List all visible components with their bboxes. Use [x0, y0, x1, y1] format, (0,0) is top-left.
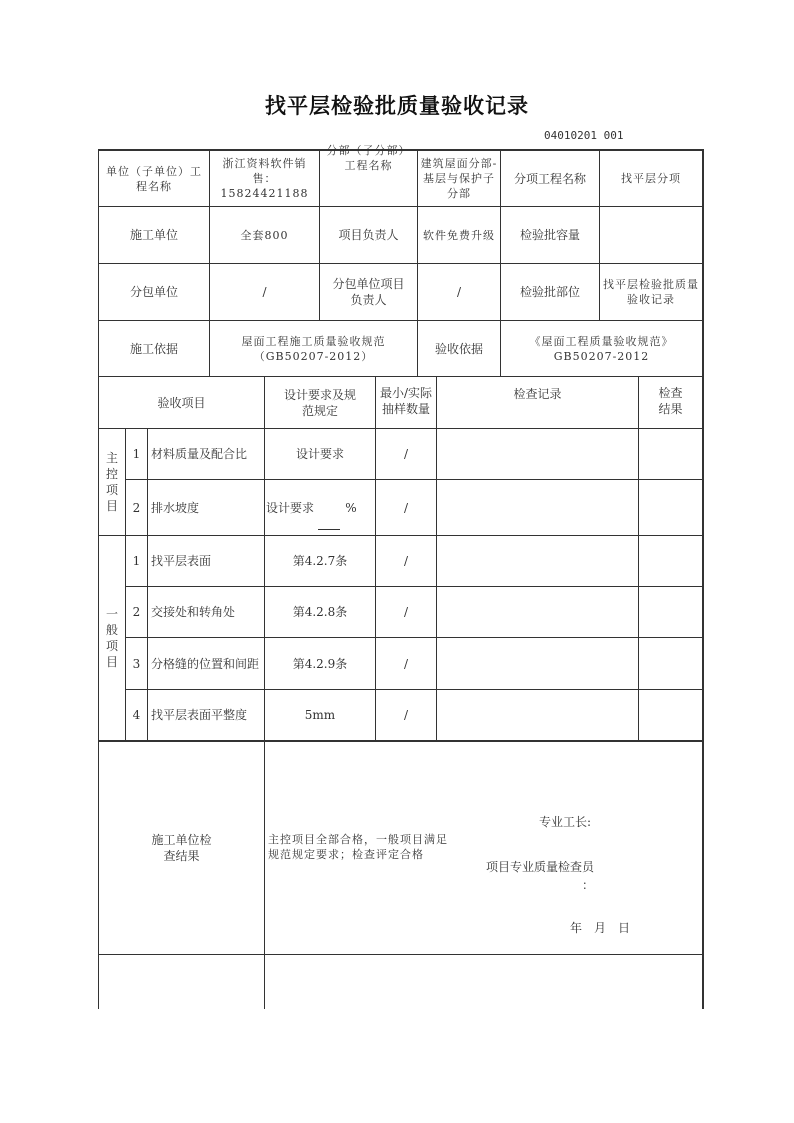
item-name: 分格缝的位置和间距: [151, 656, 260, 671]
item-sample: /: [403, 656, 409, 671]
item-number: 2: [132, 500, 141, 515]
item-design: 第4.2.7条: [292, 554, 348, 568]
division-value: 建筑屋面分部-基层与保护子分部: [420, 157, 498, 200]
col-design: 设计要求及规范规定: [283, 387, 356, 418]
contractor-value: 全套800: [240, 228, 289, 242]
inspection-label: 施工单位检查结果: [151, 833, 212, 863]
col-record: 检查记录: [513, 386, 562, 401]
part-label: 检验批部位: [519, 285, 580, 299]
acc-basis-label: 验收依据: [434, 341, 483, 356]
col-item: 验收项目: [157, 395, 206, 410]
item-name: 排水坡度: [151, 500, 200, 515]
page-title: 找平层检验批质量验收记录: [265, 94, 529, 118]
item-design: 第4.2.8条: [292, 605, 348, 619]
general-group-label: 一 般 项 目: [105, 607, 118, 669]
sub-value: /: [262, 285, 267, 299]
item-sample: /: [403, 447, 409, 461]
subitem-label: 分项工程名称: [513, 171, 586, 186]
item-design: 设计要求: [266, 500, 315, 515]
item-name: 找平层表面: [151, 554, 212, 568]
item-sample: /: [403, 554, 409, 568]
pm-label: 项目负责人: [338, 228, 399, 242]
inspection-text: 主控项目全部合格，一般项目满足规范规定要求；检查评定合格: [268, 833, 448, 861]
item-name: 交接处和转角处: [151, 605, 236, 619]
division-label: 分部（子分部）工程名称: [326, 144, 411, 172]
date-label: 年 月 日: [569, 921, 630, 935]
contractor-label: 施工单位: [129, 228, 178, 242]
item-sample: /: [403, 500, 409, 515]
col-result: 检查结果: [658, 385, 683, 416]
item-number: 3: [132, 656, 141, 671]
sub-pm-label: 分包单位项目负责人: [332, 277, 405, 307]
pm-value: 软件免费升级: [423, 228, 495, 242]
capacity-value: [600, 207, 702, 263]
acc-basis-value: 《屋面工程质量验收规范》GB50207-2012: [529, 334, 674, 363]
item-number: 1: [132, 447, 141, 461]
item-design: 第4.2.9条: [292, 656, 348, 671]
capacity-label: 检验批容量: [519, 228, 580, 242]
document-code: 04010201 001: [544, 129, 624, 142]
foreman-label: 专业工长:: [538, 815, 592, 829]
sub-pm-value: /: [456, 285, 462, 299]
unit-value: 浙江资料软件销售：15824421188: [220, 157, 309, 200]
sub-label: 分包单位: [129, 285, 178, 299]
item-design: 5mm: [304, 708, 336, 722]
item-design: 设计要求: [295, 447, 344, 461]
item-number: 4: [132, 708, 141, 722]
item-name: 找平层表面平整度: [151, 708, 248, 722]
part-value: 找平层检验批质量验收记录: [603, 278, 699, 306]
item-sample: /: [403, 605, 409, 619]
item-number: 2: [132, 605, 141, 619]
item-sample: /: [403, 708, 409, 722]
item-name: 材料质量及配合比: [151, 447, 248, 461]
subitem-value: 找平层分项: [621, 172, 681, 185]
col-min-sample: 最小/实际抽样数量: [379, 385, 433, 416]
main-control-group-label: 主 控 项 目: [105, 451, 118, 513]
basis-value: 屋面工程施工质量验收规范（GB50207-2012）: [241, 334, 386, 363]
unit-label: 单位（子单位）工程名称: [106, 164, 202, 193]
basis-label: 施工依据: [129, 341, 178, 356]
inspector-label: 项目专业质量检查员: [485, 860, 594, 874]
item-unit: %: [345, 500, 357, 515]
inspector-colon: ：: [581, 878, 594, 892]
item-number: 1: [132, 554, 141, 568]
